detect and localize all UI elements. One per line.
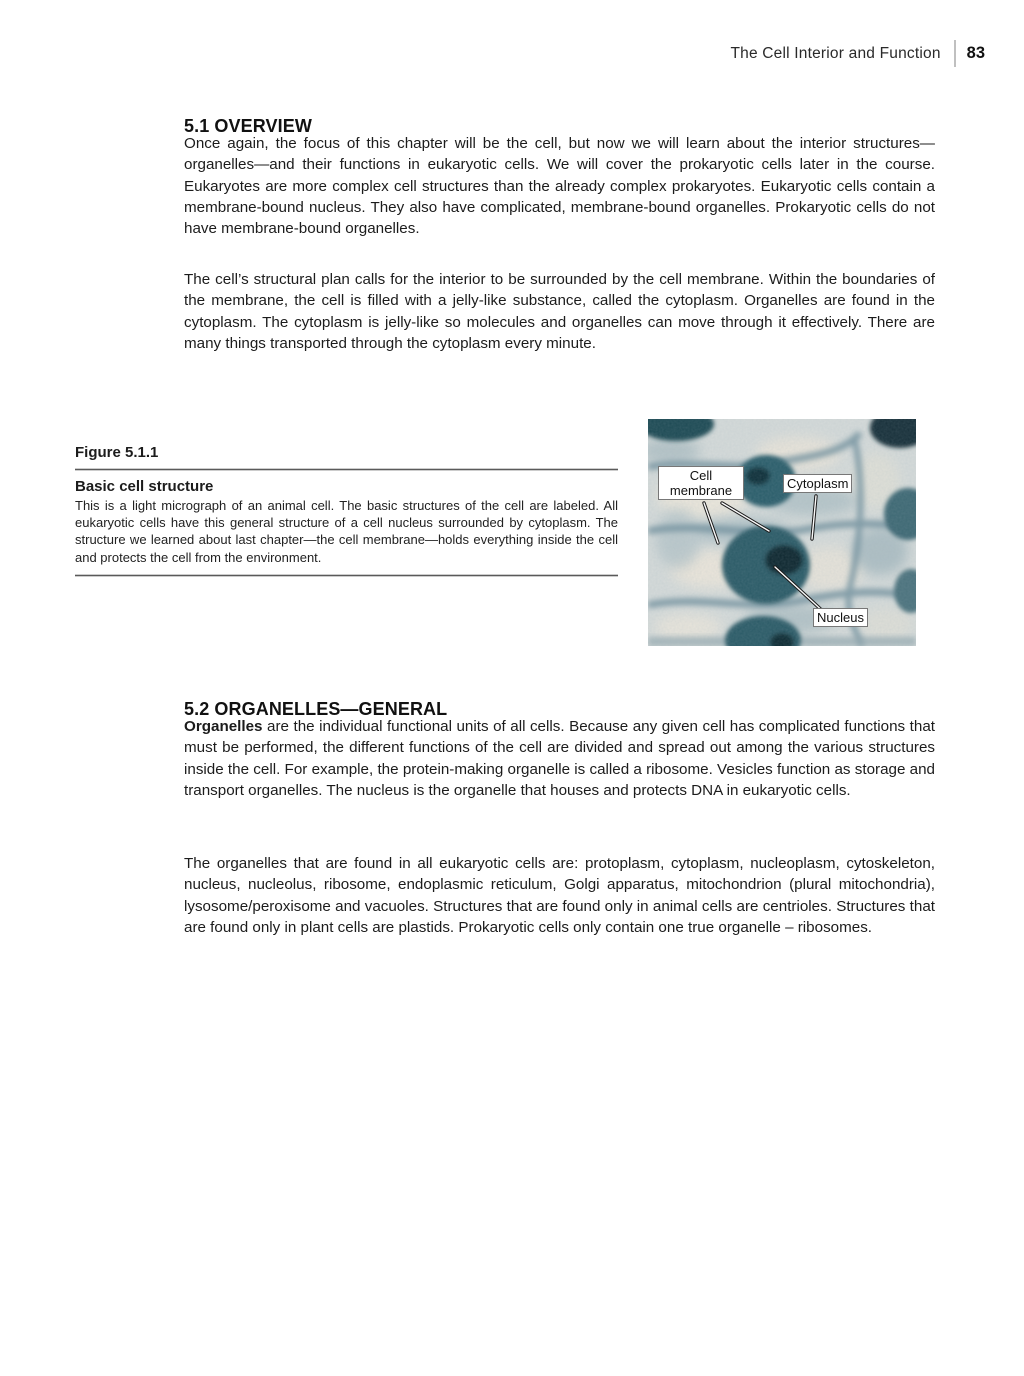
figure-rule-bottom: [75, 574, 618, 577]
figure-caption-text: This is a light micrograph of an animal cell. The basic structures of the cell are labeled. All eukaryotic cells have this general structure of a cell nucleus surrounded by cytoplasm. The structure we learned about last chapter—the cell membrane—holds everything inside the cell and protects the cell from the environment.: [75, 498, 618, 565]
section-5-1-paragraph-1: Once again, the focus of this chapter will be the cell, but now we will learn about the interior structures—organelles—and their functions in eukaryotic cells. We will cover the prokaryotic cells later in the course. Eukaryotes are more complex cell structures than the already complex prokaryotes. Eukaryotic cells contain a membrane-bound nucleus. They also have complicated, membrane-bound organelles. Prokaryotic cells do not have membrane-bound organelles.: [184, 135, 935, 238]
figure-title: Basic cell structure: [75, 478, 214, 495]
figure-rule-top: [75, 468, 618, 471]
organelles-lead-word: Organelles: [184, 718, 263, 735]
figure-label: Figure 5.1.1: [75, 444, 159, 461]
header-separator: [954, 40, 956, 67]
section-5-2-paragraph-1: [184, 716, 935, 801]
micrograph-figure: [648, 419, 916, 646]
nucleus-label: Nucleus: [813, 608, 868, 627]
running-header: [730, 40, 985, 67]
section-5-2-paragraph-1-rest: are the individual functional units of all cells. Because any given cell has complicated functions that must be performed, the different functions of the cell are divided and spread out among the various structures inside the cell. For example, the protein-making organelle is called a ribosome. Vesicles function as storage and transport organelles. The nucleus is the organelle that houses and protects DNA in eukaryotic cells.: [184, 718, 935, 799]
figure-caption-block: [75, 444, 618, 577]
section-5-1-paragraph-2: The cell’s structural plan calls for the interior to be surrounded by the cell membrane. Within the boundaries of the membrane, the cell is filled with a jelly-like substance, called the cytoplasm. Organelles are found in the cytoplasm. The cytoplasm is jelly-like so molecules and organelles can move through it effectively. There are many things transported through the cytoplasm every minute.: [184, 271, 935, 352]
section-5-1-heading: 5.1 OVERVIEW: [184, 115, 312, 136]
section-5-2-paragraph-2: The organelles that are found in all eukaryotic cells are: protoplasm, cytoplasm, nucleoplasm, cytoskeleton, nucleus, nucleolus, ribosome, endoplasmic reticulum, Golgi apparatus, mitochondrion (plural mitochondria), lysosome/peroxisome and vacuoles. Structures that are found only in animal cells are centrioles. Structures that are found only in plant cells are plastids. Prokaryotic cells only contain one true organelle – ribosomes.: [184, 855, 935, 936]
running-title: The Cell Interior and Function: [730, 44, 941, 62]
cytoplasm-label: Cytoplasm: [783, 474, 852, 493]
section-5-2-heading: 5.2 ORGANELLES—GENERAL: [184, 698, 448, 719]
micrograph-image: [648, 419, 916, 646]
cell-membrane-label: Cell membrane: [658, 466, 744, 500]
page-number: 83: [966, 44, 985, 62]
